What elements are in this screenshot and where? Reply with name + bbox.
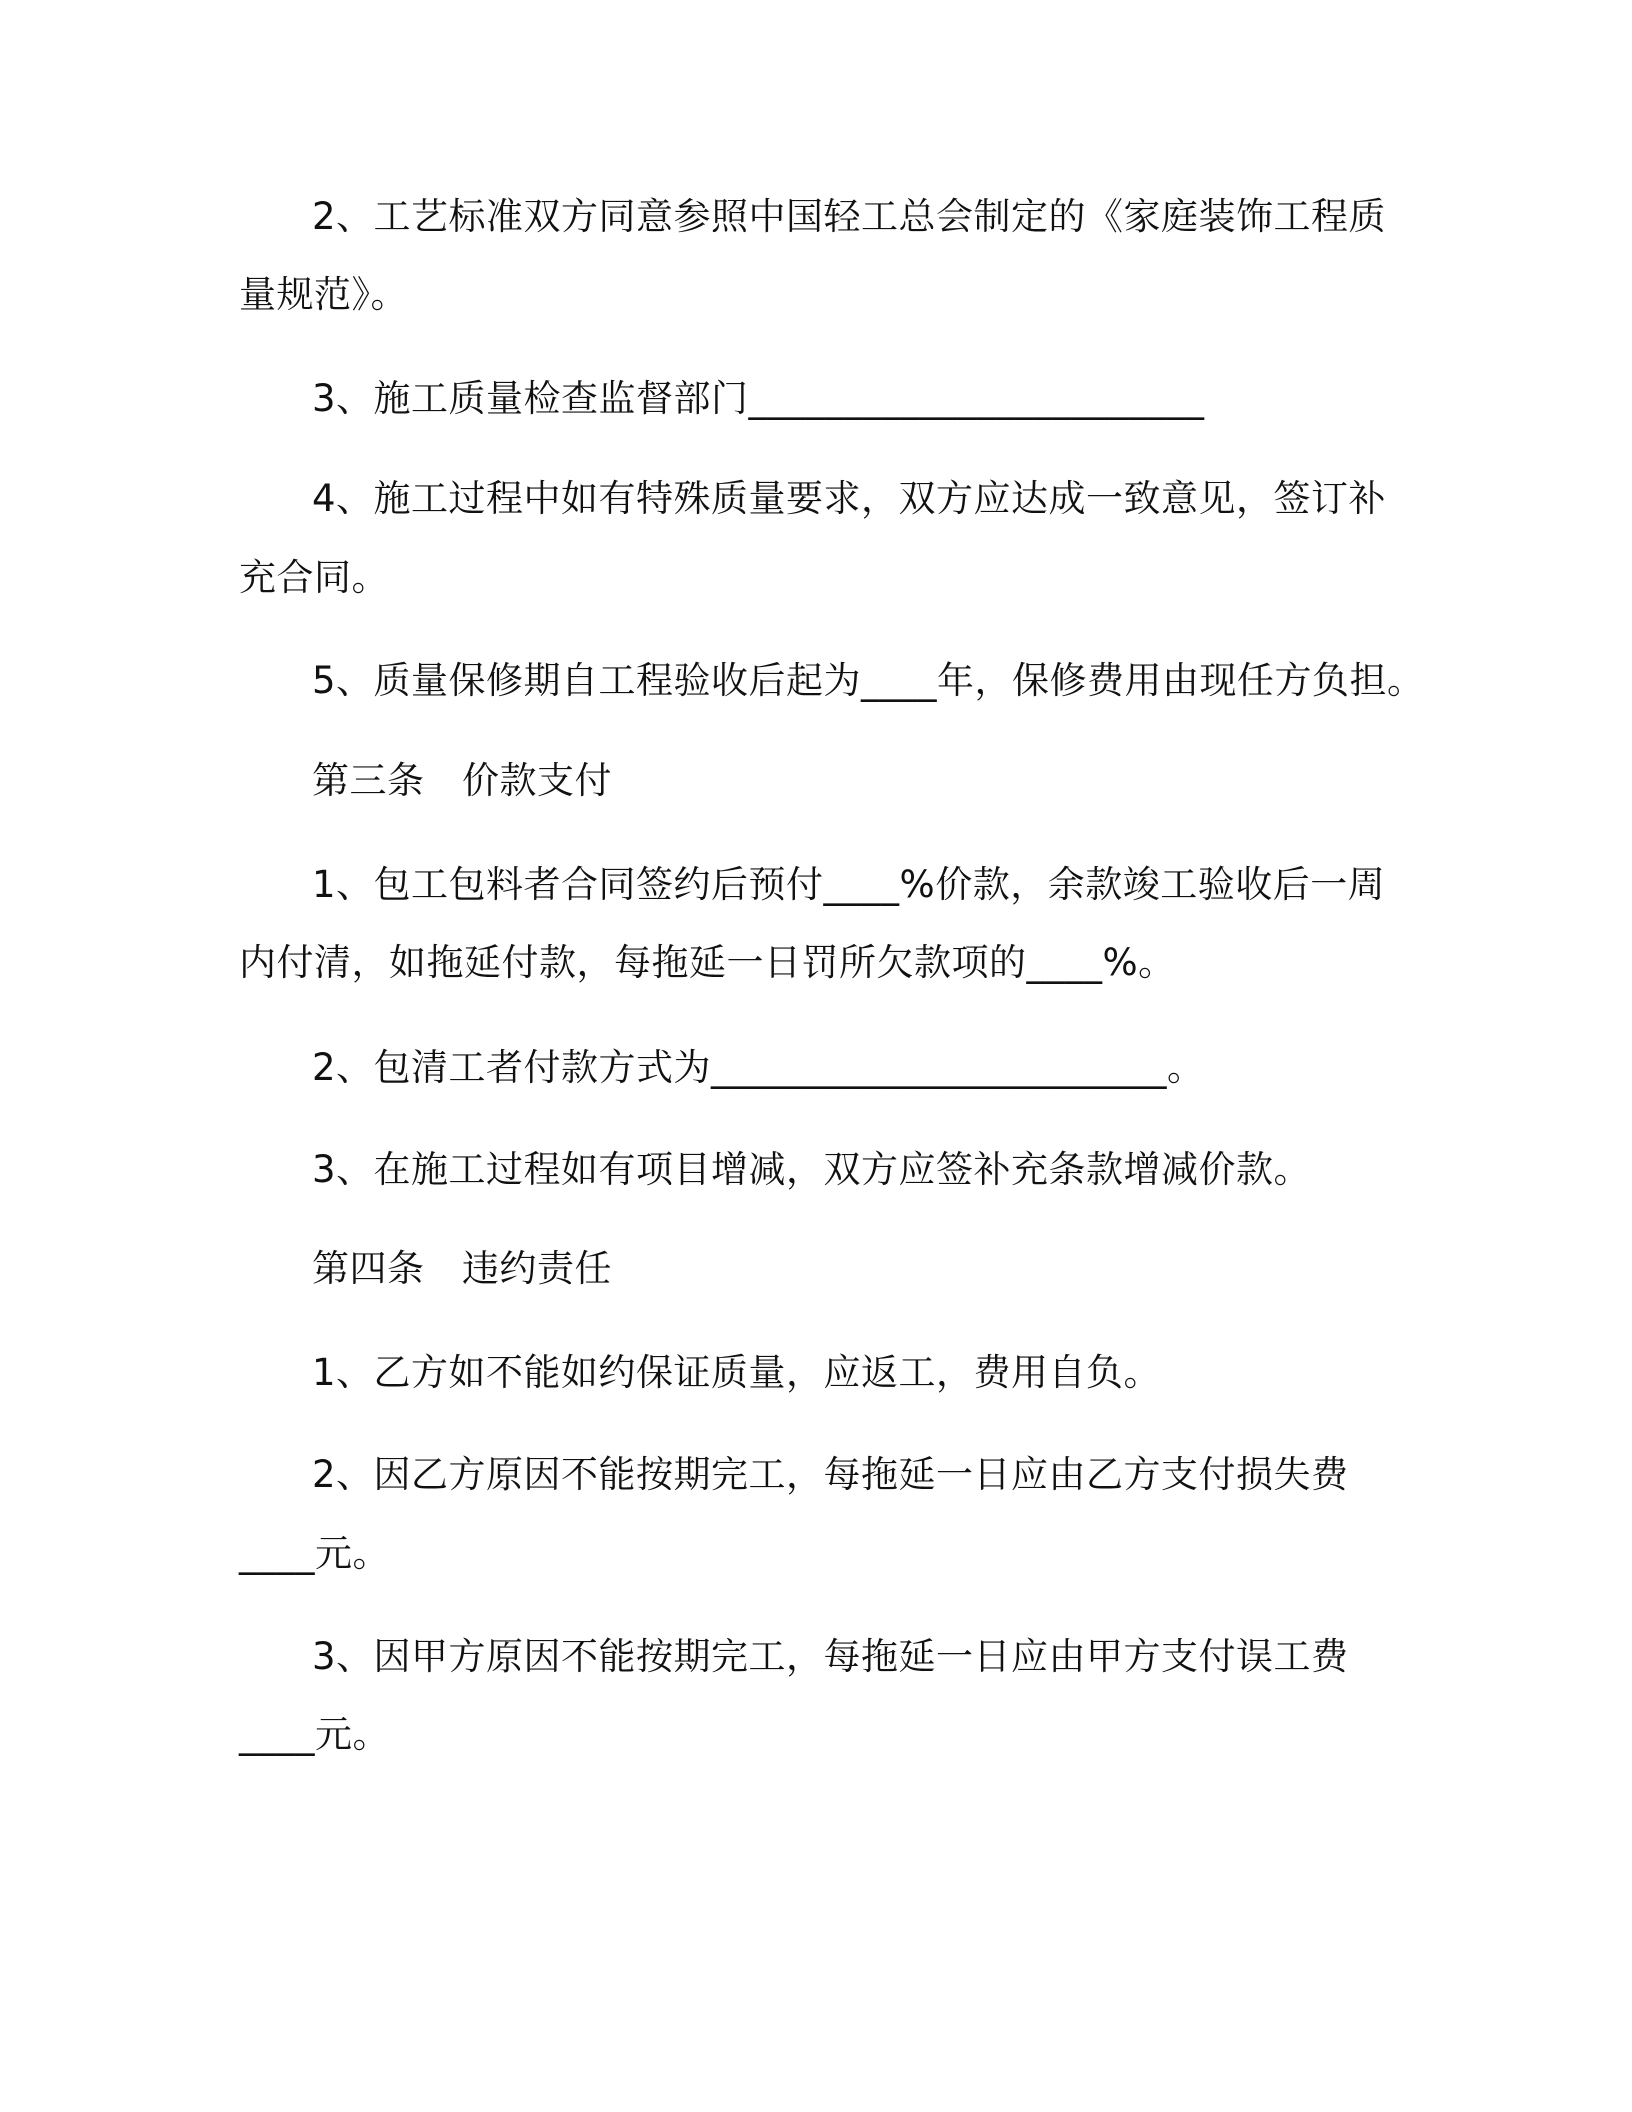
clause-4-2-line-2: ____元。 [239, 1532, 390, 1575]
clause-3-2: 2、包清工者付款方式为________________________。 [312, 1046, 1205, 1089]
clause-3-1-line-1: 1、包工包料者合同签约后预付____%价款，余款竣工验收后一周 [312, 863, 1386, 906]
clause-2-4-line-2: 充合同。 [239, 556, 389, 599]
clause-4-3-line-2: ____元。 [239, 1713, 390, 1756]
article-4-heading: 第四条 违约责任 [312, 1247, 612, 1290]
clause-4-2-line-1: 2、因乙方原因不能按期完工，每拖延一日应由乙方支付损失费 [312, 1453, 1349, 1496]
clause-3-3: 3、在施工过程如有项目增减，双方应签补充条款增减价款。 [312, 1148, 1312, 1191]
clause-2-2-line-1: 2、工艺标准双方同意参照中国轻工总会制定的《家庭装饰工程质 [312, 195, 1387, 238]
clause-2-4-line-1: 4、施工过程中如有特殊质量要求，双方应达成一致意见，签订补 [312, 477, 1387, 520]
clause-3-1-line-2: 内付清，如拖延付款，每拖延一日罚所欠款项的____%。 [239, 941, 1176, 984]
clause-4-1: 1、乙方如不能如约保证质量，应返工，费用自负。 [312, 1351, 1162, 1394]
clause-4-3-line-1: 3、因甲方原因不能按期完工，每拖延一日应由甲方支付误工费 [312, 1635, 1349, 1678]
clause-2-2-line-2: 量规范》。 [239, 273, 408, 316]
clause-2-3: 3、施工质量检查监督部门________________________ [312, 377, 1205, 420]
article-3-heading: 第三条 价款支付 [312, 759, 612, 802]
clause-2-5: 5、质量保修期自工程验收后起为____年，保修费用由现任方负担。 [312, 659, 1425, 702]
